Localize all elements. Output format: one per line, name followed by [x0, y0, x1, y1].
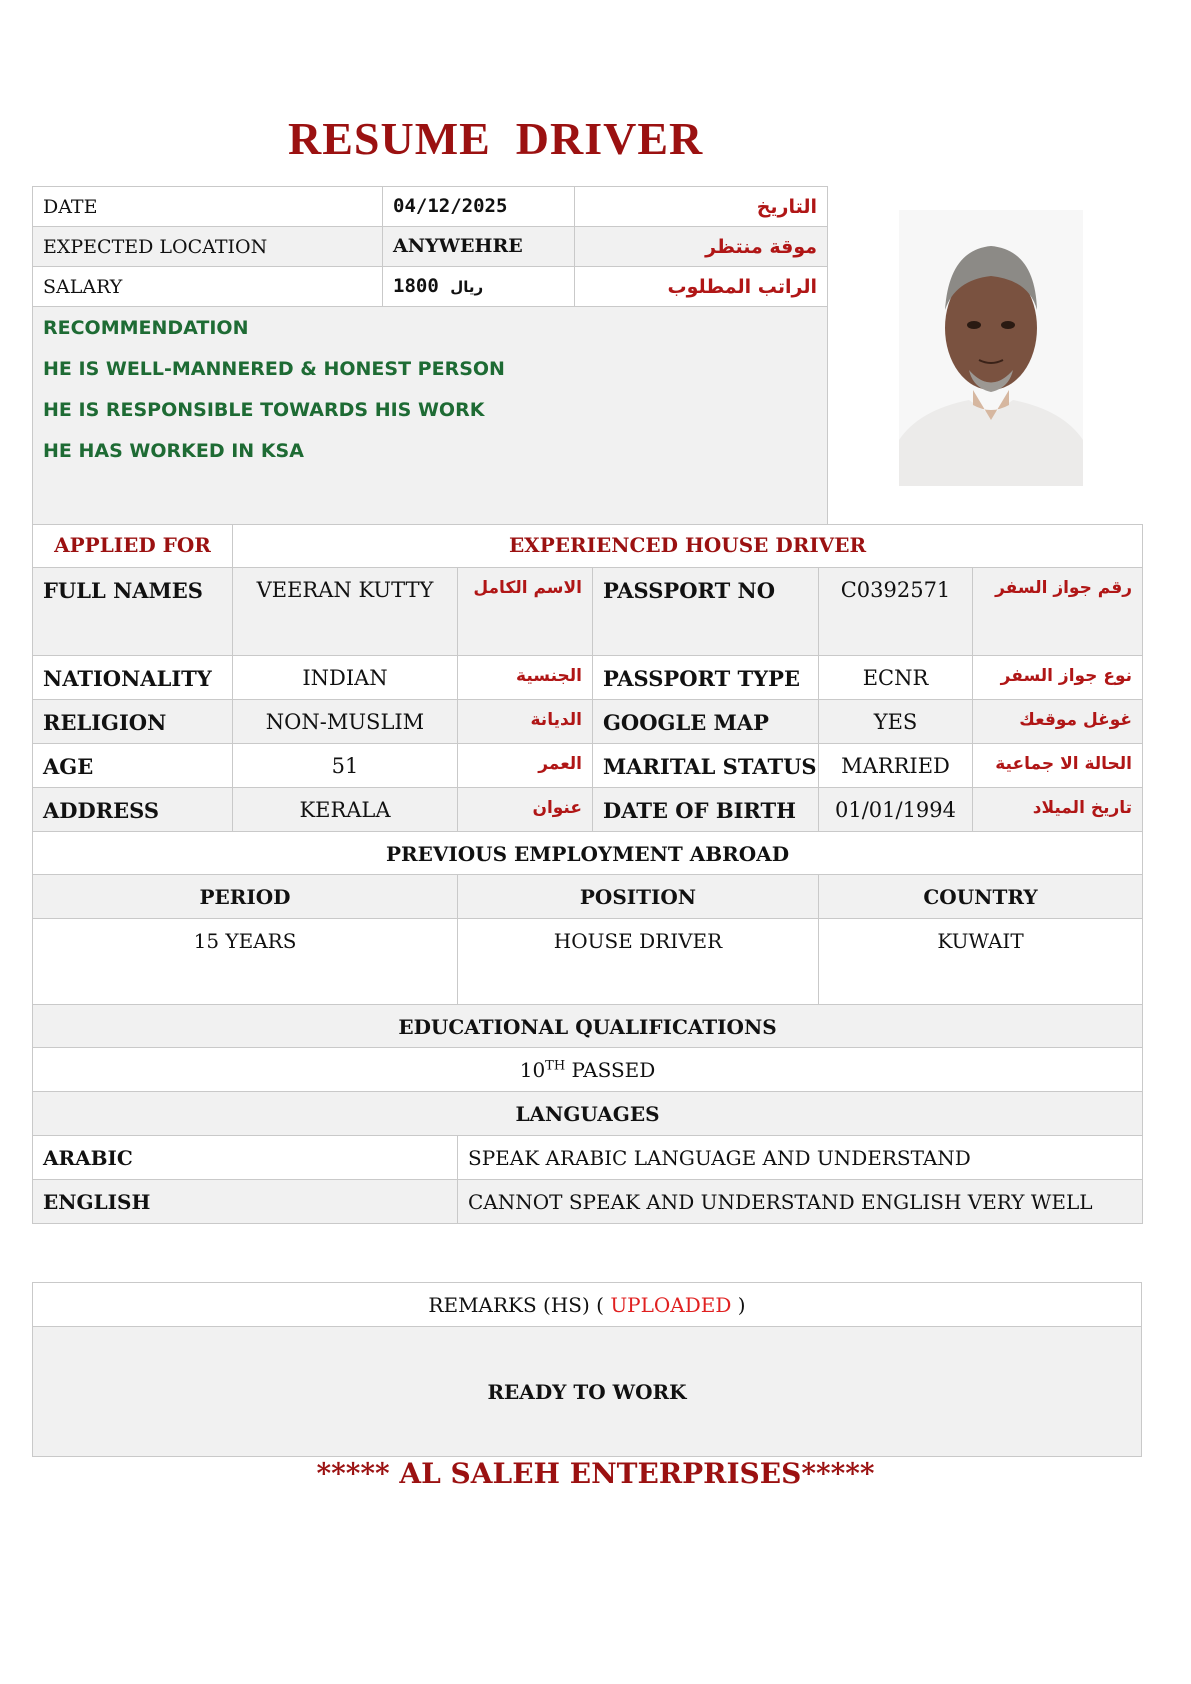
recommendation-heading: RECOMMENDATION	[43, 317, 249, 339]
religion-value: NON-MUSLIM	[233, 700, 458, 744]
detail-row	[33, 656, 1143, 700]
passport-type-label-ar: نوع جواز السفر	[973, 656, 1143, 700]
nationality-value: INDIAN	[233, 656, 458, 700]
position-header: POSITION	[458, 875, 819, 919]
language-row	[33, 1136, 1143, 1180]
education-row	[33, 1048, 1143, 1092]
address-value: KERALA	[233, 788, 458, 832]
passport-no-label-ar: رقم جواز السفر	[973, 568, 1143, 656]
nationality-label: NATIONALITY	[33, 656, 233, 700]
education-status: PASSED	[565, 1058, 656, 1082]
position-value: HOUSE DRIVER	[458, 919, 819, 1005]
remarks-suffix: )	[731, 1293, 746, 1317]
period-value: 15 YEARS	[33, 919, 458, 1005]
company-footer: ***** AL SALEH ENTERPRISES*****	[316, 1457, 875, 1490]
full-names-label-ar: الاسم الكامل	[458, 568, 593, 656]
language-desc: CANNOT SPEAK AND UNDERSTAND ENGLISH VERY WELL	[458, 1180, 1143, 1224]
age-value: 51	[233, 744, 458, 788]
age-label: AGE	[33, 744, 233, 788]
employment-row	[33, 919, 1143, 1005]
remarks-prefix: REMARKS (HS) (	[428, 1293, 611, 1317]
date-label: DATE	[33, 187, 383, 227]
period-header: PERIOD	[33, 875, 458, 919]
recommendation-block	[33, 307, 828, 525]
recommendation-line: HE HAS WORKED IN KSA	[43, 440, 304, 462]
location-row	[33, 227, 828, 267]
salary-currency: ريال	[450, 278, 484, 296]
employment-header-row	[33, 875, 1143, 919]
passport-no-label: PASSPORT NO	[593, 568, 819, 656]
applied-for-value: EXPERIENCED HOUSE DRIVER	[233, 525, 1143, 568]
salary-value	[383, 267, 575, 307]
full-names-label: FULL NAMES	[33, 568, 233, 656]
location-value: ANYWEHRE	[383, 227, 575, 267]
language-desc: SPEAK ARABIC LANGUAGE AND UNDERSTAND	[458, 1136, 1143, 1180]
full-names-value: VEERAN KUTTY	[233, 568, 458, 656]
date-of-birth-label: DATE OF BIRTH	[593, 788, 819, 832]
languages-heading-row	[33, 1092, 1143, 1136]
marital-status-label: MARITAL STATUS	[593, 744, 819, 788]
remarks-status: UPLOADED	[610, 1293, 732, 1317]
google-map-label-ar: غوغل موقعك	[973, 700, 1143, 744]
remarks-body: READY TO WORK	[33, 1327, 1142, 1457]
salary-label: SALARY	[33, 267, 383, 307]
date-value: 04/12/2025	[383, 187, 575, 227]
remarks-heading	[33, 1283, 1142, 1327]
passport-type-value: ECNR	[819, 656, 973, 700]
recommendation-line: HE IS RESPONSIBLE TOWARDS HIS WORK	[43, 399, 485, 421]
detail-row	[33, 744, 1143, 788]
remarks-heading-row	[33, 1283, 1142, 1327]
employment-heading-row	[33, 832, 1143, 875]
address-label-ar: عنوان	[458, 788, 593, 832]
country-value: KUWAIT	[819, 919, 1143, 1005]
education-grade: 10	[519, 1058, 546, 1082]
recommendation-row	[33, 307, 828, 525]
details-table	[32, 524, 1143, 1224]
date-of-birth-value: 01/01/1994	[819, 788, 973, 832]
remarks-table	[32, 1282, 1142, 1457]
passport-type-label: PASSPORT TYPE	[593, 656, 819, 700]
date-label-ar: التاريخ	[575, 187, 828, 227]
marital-status-value: MARRIED	[819, 744, 973, 788]
marital-status-label-ar: الحالة الا جماعية	[973, 744, 1143, 788]
summary-table	[32, 186, 828, 525]
detail-row	[33, 788, 1143, 832]
location-label-ar: موقة منتظر	[575, 227, 828, 267]
recommendation-line: HE IS WELL-MANNERED & HONEST PERSON	[43, 358, 505, 380]
country-header: COUNTRY	[819, 875, 1143, 919]
salary-label-ar: الراتب المطلوب	[575, 267, 828, 307]
religion-label: RELIGION	[33, 700, 233, 744]
language-name: ARABIC	[33, 1136, 458, 1180]
date-row	[33, 187, 828, 227]
salary-row	[33, 267, 828, 307]
applied-for-label: APPLIED FOR	[33, 525, 233, 568]
education-suffix: TH	[545, 1058, 566, 1074]
education-heading: EDUCATIONAL QUALIFICATIONS	[33, 1005, 1143, 1048]
google-map-value: YES	[819, 700, 973, 744]
salary-amount: 1800	[393, 275, 439, 297]
education-value	[33, 1048, 1143, 1092]
page-title: RESUME DRIVER	[288, 113, 704, 164]
applicant-photo	[899, 210, 1083, 486]
age-label-ar: العمر	[458, 744, 593, 788]
education-heading-row	[33, 1005, 1143, 1048]
language-name: ENGLISH	[33, 1180, 458, 1224]
language-row	[33, 1180, 1143, 1224]
religion-label-ar: الديانة	[458, 700, 593, 744]
location-label: EXPECTED LOCATION	[33, 227, 383, 267]
employment-heading: PREVIOUS EMPLOYMENT ABROAD	[33, 832, 1143, 875]
remarks-body-row	[33, 1327, 1142, 1457]
google-map-label: GOOGLE MAP	[593, 700, 819, 744]
detail-row	[33, 568, 1143, 656]
applied-for-row	[33, 525, 1143, 568]
passport-no-value: C0392571	[819, 568, 973, 656]
date-of-birth-label-ar: تاريخ الميلاد	[973, 788, 1143, 832]
address-label: ADDRESS	[33, 788, 233, 832]
detail-row	[33, 700, 1143, 744]
languages-heading: LANGUAGES	[33, 1092, 1143, 1136]
nationality-label-ar: الجنسية	[458, 656, 593, 700]
